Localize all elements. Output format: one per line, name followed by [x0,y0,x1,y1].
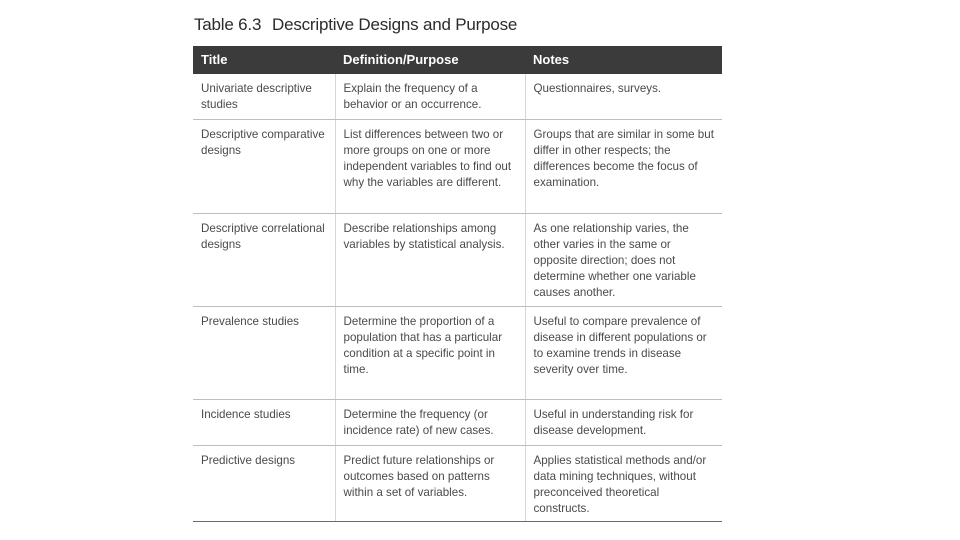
table-row [193,306,722,399]
cell-definition: Predict future relationships or outcomes based on patterns within a set of variables. [335,445,525,521]
cell-title: Predictive designs [193,445,335,521]
column-header-definition: Definition/Purpose [335,46,525,74]
cell-definition: List differences between two or more groups on one or more independent variables to find out why the variables are different. [335,119,525,213]
table-row [193,399,722,445]
cell-title: Univariate descriptive studies [193,74,335,119]
column-header-title: Title [193,46,335,74]
cell-definition: Describe relationships among variables by statistical analysis. [335,213,525,306]
cell-notes: Useful to compare prevalence of disease in different populations or to examine trends in disease severity over time. [525,306,722,399]
cell-title: Descriptive comparative designs [193,119,335,213]
cell-definition: Determine the frequency (or incidence rate) of new cases. [335,399,525,445]
table-row [193,213,722,306]
cell-definition: Determine the proportion of a population that has a particular condition at a specific point in time. [335,306,525,399]
column-header-notes: Notes [525,46,722,74]
cell-title: Descriptive correlational designs [193,213,335,306]
table-row [193,74,722,119]
cell-title: Incidence studies [193,399,335,445]
table-body [193,74,722,521]
cell-notes: Questionnaires, surveys. [525,74,722,119]
table-title: Descriptive Designs and Purpose [272,15,518,34]
header-row [193,46,722,74]
table-caption [194,15,517,35]
cell-title: Prevalence studies [193,306,335,399]
cell-notes: Applies statistical methods and/or data mining techniques, without preconceived theoretical constructs. [525,445,722,521]
table-row [193,445,722,521]
cell-definition: Explain the frequency of a behavior or an occurrence. [335,74,525,119]
descriptive-designs-table [193,46,722,522]
cell-notes: Groups that are similar in some but differ in other respects; the differences become the focus of examination. [525,119,722,213]
table-row [193,119,722,213]
cell-notes: Useful in understanding risk for disease development. [525,399,722,445]
table-number: Table 6.3 [194,15,262,34]
cell-notes: As one relationship varies, the other varies in the same or opposite direction; does not determine whether one variable causes another. [525,213,722,306]
table-header [193,46,722,74]
